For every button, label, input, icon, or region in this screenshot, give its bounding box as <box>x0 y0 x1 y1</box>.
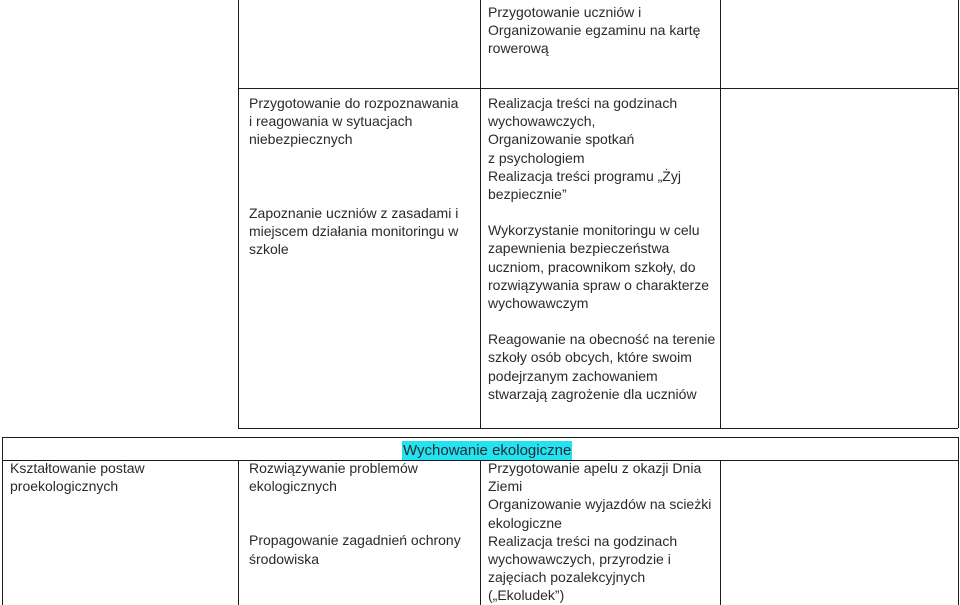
text-line: Realizacja treści programu „Żyj <box>488 167 681 184</box>
text-line: Propagowanie zagadnień ochrony <box>249 532 461 549</box>
table-border-vertical <box>238 460 239 605</box>
cell-exam-preparation <box>488 3 716 58</box>
text-line: rozwiązywania spraw o charakterze <box>488 276 709 293</box>
text-line: bezpiecznie” <box>488 186 567 203</box>
text-line: Przygotowanie uczniów i <box>488 4 642 20</box>
table-border-vertical <box>958 437 959 605</box>
text-line: proekologicznych <box>10 478 119 495</box>
text-line: zajęciach pozalekcyjnych <box>488 569 646 586</box>
cell-eco-attitudes <box>10 459 236 495</box>
text-line: Realizacja treści na godzinach <box>488 95 678 111</box>
text-line: stwarzają zagrożenie dla uczniów <box>488 385 697 402</box>
text-line: Kształtowanie postaw <box>10 460 145 476</box>
text-line: wychowawczych, <box>488 113 596 130</box>
text-line: Reagowanie na obecność na terenie <box>488 331 716 348</box>
text-line: szkoły osób obcych, które swoim <box>488 349 692 366</box>
table-border-horizontal <box>238 428 958 429</box>
text-line: Wykorzystanie monitoringu w celu <box>488 222 700 239</box>
text-line: wychowawczych, przyrodzie i <box>488 551 671 568</box>
text-line: („Ekoludek”) <box>488 587 565 604</box>
text-line: środowiska <box>249 550 320 567</box>
text-line: i reagowania w sytuacjach <box>249 113 413 130</box>
text-line: Ziemi <box>488 478 523 495</box>
text-line: podejrzanym zachowaniem <box>488 367 658 384</box>
text-line: Organizowanie egzaminu na kartę <box>488 22 701 39</box>
text-line: Realizacja treści na godzinach <box>488 532 678 549</box>
table-border-vertical <box>238 0 239 428</box>
table-border-vertical <box>2 437 3 605</box>
text-line: Organizowanie spotkań <box>488 131 635 148</box>
cell-eco-goals <box>249 459 477 568</box>
text-line: Przygotowanie apelu z okazji Dnia <box>488 460 702 476</box>
text-line: Rozwiązywanie problemów <box>249 460 418 476</box>
cell-safety-actions <box>488 94 718 403</box>
table-border-vertical <box>958 0 959 428</box>
text-line: niebezpiecznych <box>249 131 353 148</box>
text-line: zapewnienia bezpieczeństwa <box>488 240 670 257</box>
text-line: ekologicznych <box>249 478 337 495</box>
table-border-vertical <box>480 460 481 605</box>
table-border-horizontal <box>2 437 958 438</box>
text-line: rowerową <box>488 40 549 57</box>
text-line: szkole <box>249 241 289 258</box>
text-line: uczniom, pracownikom szkoły, do <box>488 258 696 275</box>
text-line: ekologiczne <box>488 514 562 531</box>
text-line: miejscem działania monitoringu w <box>249 222 459 239</box>
text-line: wychowawczym <box>488 295 589 312</box>
section-title-ecological: Wychowanie ekologiczne <box>403 442 572 459</box>
cell-safety-goals <box>249 94 477 258</box>
table-border-horizontal <box>238 88 958 89</box>
text-line: Organizowanie wyjazdów na scieżki <box>488 496 712 513</box>
text-line: z psychologiem <box>488 149 585 166</box>
table-border-vertical <box>720 460 721 605</box>
text-line: Przygotowanie do rozpoznawania <box>249 95 459 111</box>
cell-eco-actions <box>488 459 718 605</box>
table-border-vertical <box>720 0 721 428</box>
text-line: Zapoznanie uczniów z zasadami i <box>249 204 459 221</box>
table-border-vertical <box>480 0 481 428</box>
